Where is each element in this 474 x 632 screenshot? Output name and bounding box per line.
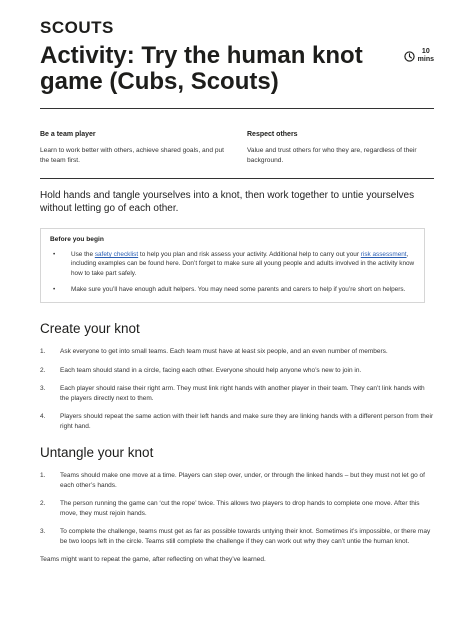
activity-intro: Hold hands and tangle yourselves into a knot, then work together to untie yourselves without letting go of each other. (40, 190, 415, 214)
step-text: Players should repeat the same action with their left hands and make sure they are linking hands with a different person from their right hand. (60, 413, 434, 430)
duration-badge (404, 48, 434, 64)
text-segment: , including examples can be found here. Don’t forget to make sure all young people and adults involved in the activity know how to take part safely. (71, 251, 415, 277)
list-item (40, 366, 434, 376)
step-text: Ask everyone to get into small teams. Each team must have at least six people, and an even number of members. (60, 348, 388, 356)
outcome-team-player (40, 131, 227, 165)
before-you-begin-box (40, 228, 425, 303)
list-item (40, 412, 434, 431)
before-item-safety (50, 250, 415, 278)
untangle-steps (40, 471, 434, 546)
activity-page (40, 18, 434, 565)
list-item (40, 384, 434, 403)
step-number: 1. (40, 348, 46, 356)
outcome-title: Respect others (247, 131, 298, 138)
outcomes-divider (40, 178, 434, 179)
scouts-logo: SCOUTS (40, 18, 114, 37)
list-item (40, 471, 434, 490)
list-item (40, 347, 434, 357)
step-text: Each team should stand in a circle, facing each other. Everyone should help anyone who’s new to join in. (60, 366, 362, 374)
outcome-text: Learn to work better with others, achieve shared goals, and put the team first. (40, 147, 225, 164)
duration-text (418, 48, 434, 64)
step-number: 2. (40, 366, 46, 374)
before-item-text: Make sure you’ll have enough adult helpers. You may need some parents and carers to help if you’re short on helpers. (71, 285, 406, 293)
clock-icon (404, 51, 415, 62)
before-item-text (71, 250, 415, 278)
bullet: • (53, 251, 56, 258)
untangle-knot-heading: Untangle your knot (40, 445, 154, 461)
list-item (40, 527, 434, 546)
risk-assessment-link[interactable]: risk assessment (360, 251, 407, 258)
outcomes (40, 131, 434, 165)
step-text: Each player should raise their right arm. They must link right hands with another player in their team. They can’t link hands with the players directly next to them. (60, 385, 425, 402)
duration-value: 10 (421, 48, 430, 55)
step-number: 3. (40, 385, 46, 393)
safety-checklist-link[interactable]: safety checklist (94, 251, 139, 258)
before-item-helpers (50, 285, 415, 294)
text-segment: to help you plan and risk assess your activity. Additional help to carry out your (138, 251, 361, 258)
closing-note: Teams might want to repeat the game, after reflecting on what they’ve learned. (40, 556, 266, 564)
step-text: Teams should make one move at a time. Players can step over, under, or through the linked hands – but they must not let go of each other’s hands. (60, 472, 425, 489)
step-number: 2. (40, 500, 46, 508)
before-you-begin-title: Before you begin (50, 236, 104, 243)
step-number: 1. (40, 472, 46, 480)
step-text: The person running the game can ‘cut the rope’ twice. This allows two players to drop hands to complete one move. After this move, they must rejoin hands. (60, 500, 420, 517)
title-row (40, 43, 434, 95)
title-divider (40, 108, 434, 109)
page-title: Activity: Try the human knot game (Cubs, Scouts) (40, 42, 363, 95)
list-item (40, 499, 434, 518)
create-steps (40, 347, 434, 431)
outcome-respect-others (247, 131, 434, 165)
step-text: To complete the challenge, teams must get as far as possible towards untying their knot. Sometimes it’s impossible, or there may be two loops left in the circle. Teams still complete the challenge if they can work out why they can’t untie the human knot. (60, 528, 431, 545)
outcome-text: Value and trust others for who they are, regardless of their background. (247, 147, 417, 164)
step-number: 3. (40, 528, 46, 536)
create-knot-heading: Create your knot (40, 321, 140, 337)
text-segment: Use the (71, 251, 95, 258)
outcome-title: Be a team player (40, 131, 96, 138)
step-number: 4. (40, 413, 46, 421)
bullet: • (53, 285, 56, 293)
duration-unit: mins (417, 56, 434, 63)
